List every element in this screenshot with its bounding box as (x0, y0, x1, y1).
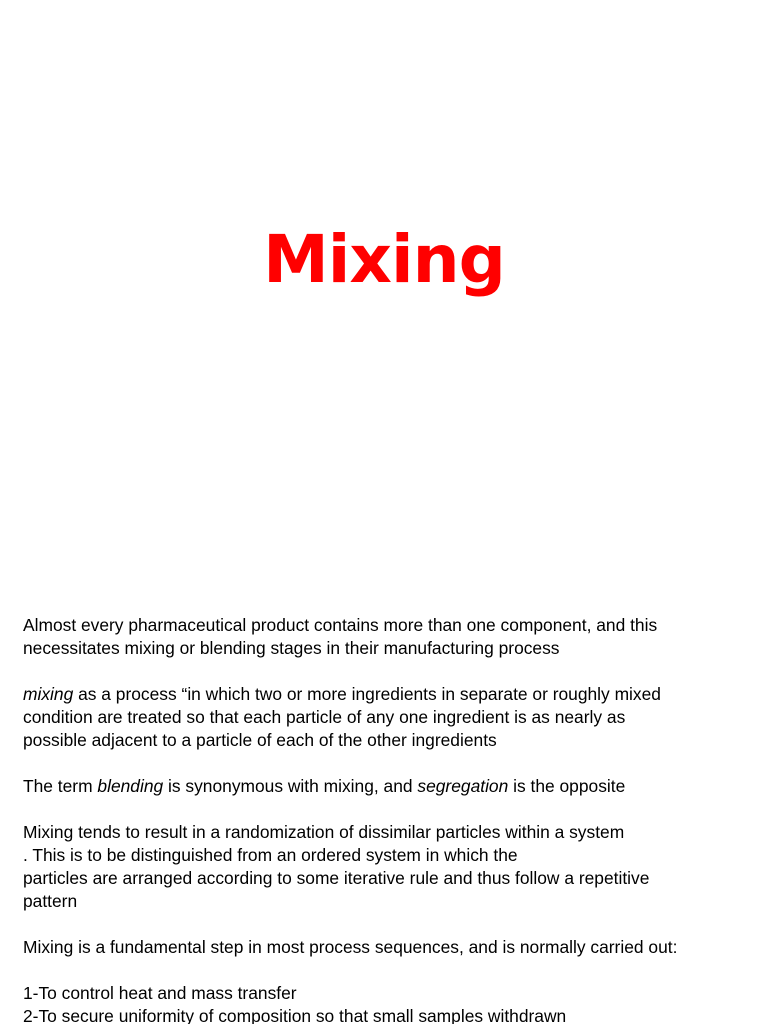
paragraph-fundamental (23, 936, 763, 959)
paragraph-randomization (23, 821, 763, 913)
text-fragment: is synonymous with mixing, and (163, 776, 418, 796)
text-line: possible adjacent to a particle of each of the other ingredients (23, 730, 497, 750)
text-fragment: The term (23, 776, 98, 796)
paragraph-definition (23, 683, 763, 752)
text-fragment: is the opposite (508, 776, 626, 796)
text-line: condition are treated so that each particle of any one ingredient is as nearly as (23, 707, 626, 727)
paragraph-intro (23, 614, 763, 660)
term-segregation: segregation (417, 776, 509, 796)
text-fragment: as a process “in which two or more ingredients in separate or roughly mixed (73, 684, 661, 704)
list-item: 2-To secure uniformity of composition so that small samples withdrawn (23, 1006, 567, 1024)
body-text (23, 614, 763, 1024)
text-line: Mixing tends to result in a randomization of dissimilar particles within a system (23, 822, 625, 842)
text-line: pattern (23, 891, 78, 911)
paragraph-purposes-list (23, 982, 763, 1024)
text-line: Mixing is a fundamental step in most process sequences, and is normally carried out: (23, 937, 678, 957)
text-line: Almost every pharmaceutical product contains more than one component, and this (23, 615, 658, 635)
paragraph-blending (23, 775, 763, 798)
slide-title: Mixing (263, 221, 505, 298)
list-item: 1-To control heat and mass transfer (23, 983, 297, 1003)
text-line: . This is to be distinguished from an ordered system in which the (23, 845, 518, 865)
text-line (23, 775, 763, 798)
term-blending: blending (97, 776, 164, 796)
text-line: particles are arranged according to some iterative rule and thus follow a repetitive (23, 868, 650, 888)
text-line: necessitates mixing or blending stages in their manufacturing process (23, 638, 560, 658)
text-line (23, 683, 763, 706)
term-mixing: mixing (23, 684, 74, 704)
